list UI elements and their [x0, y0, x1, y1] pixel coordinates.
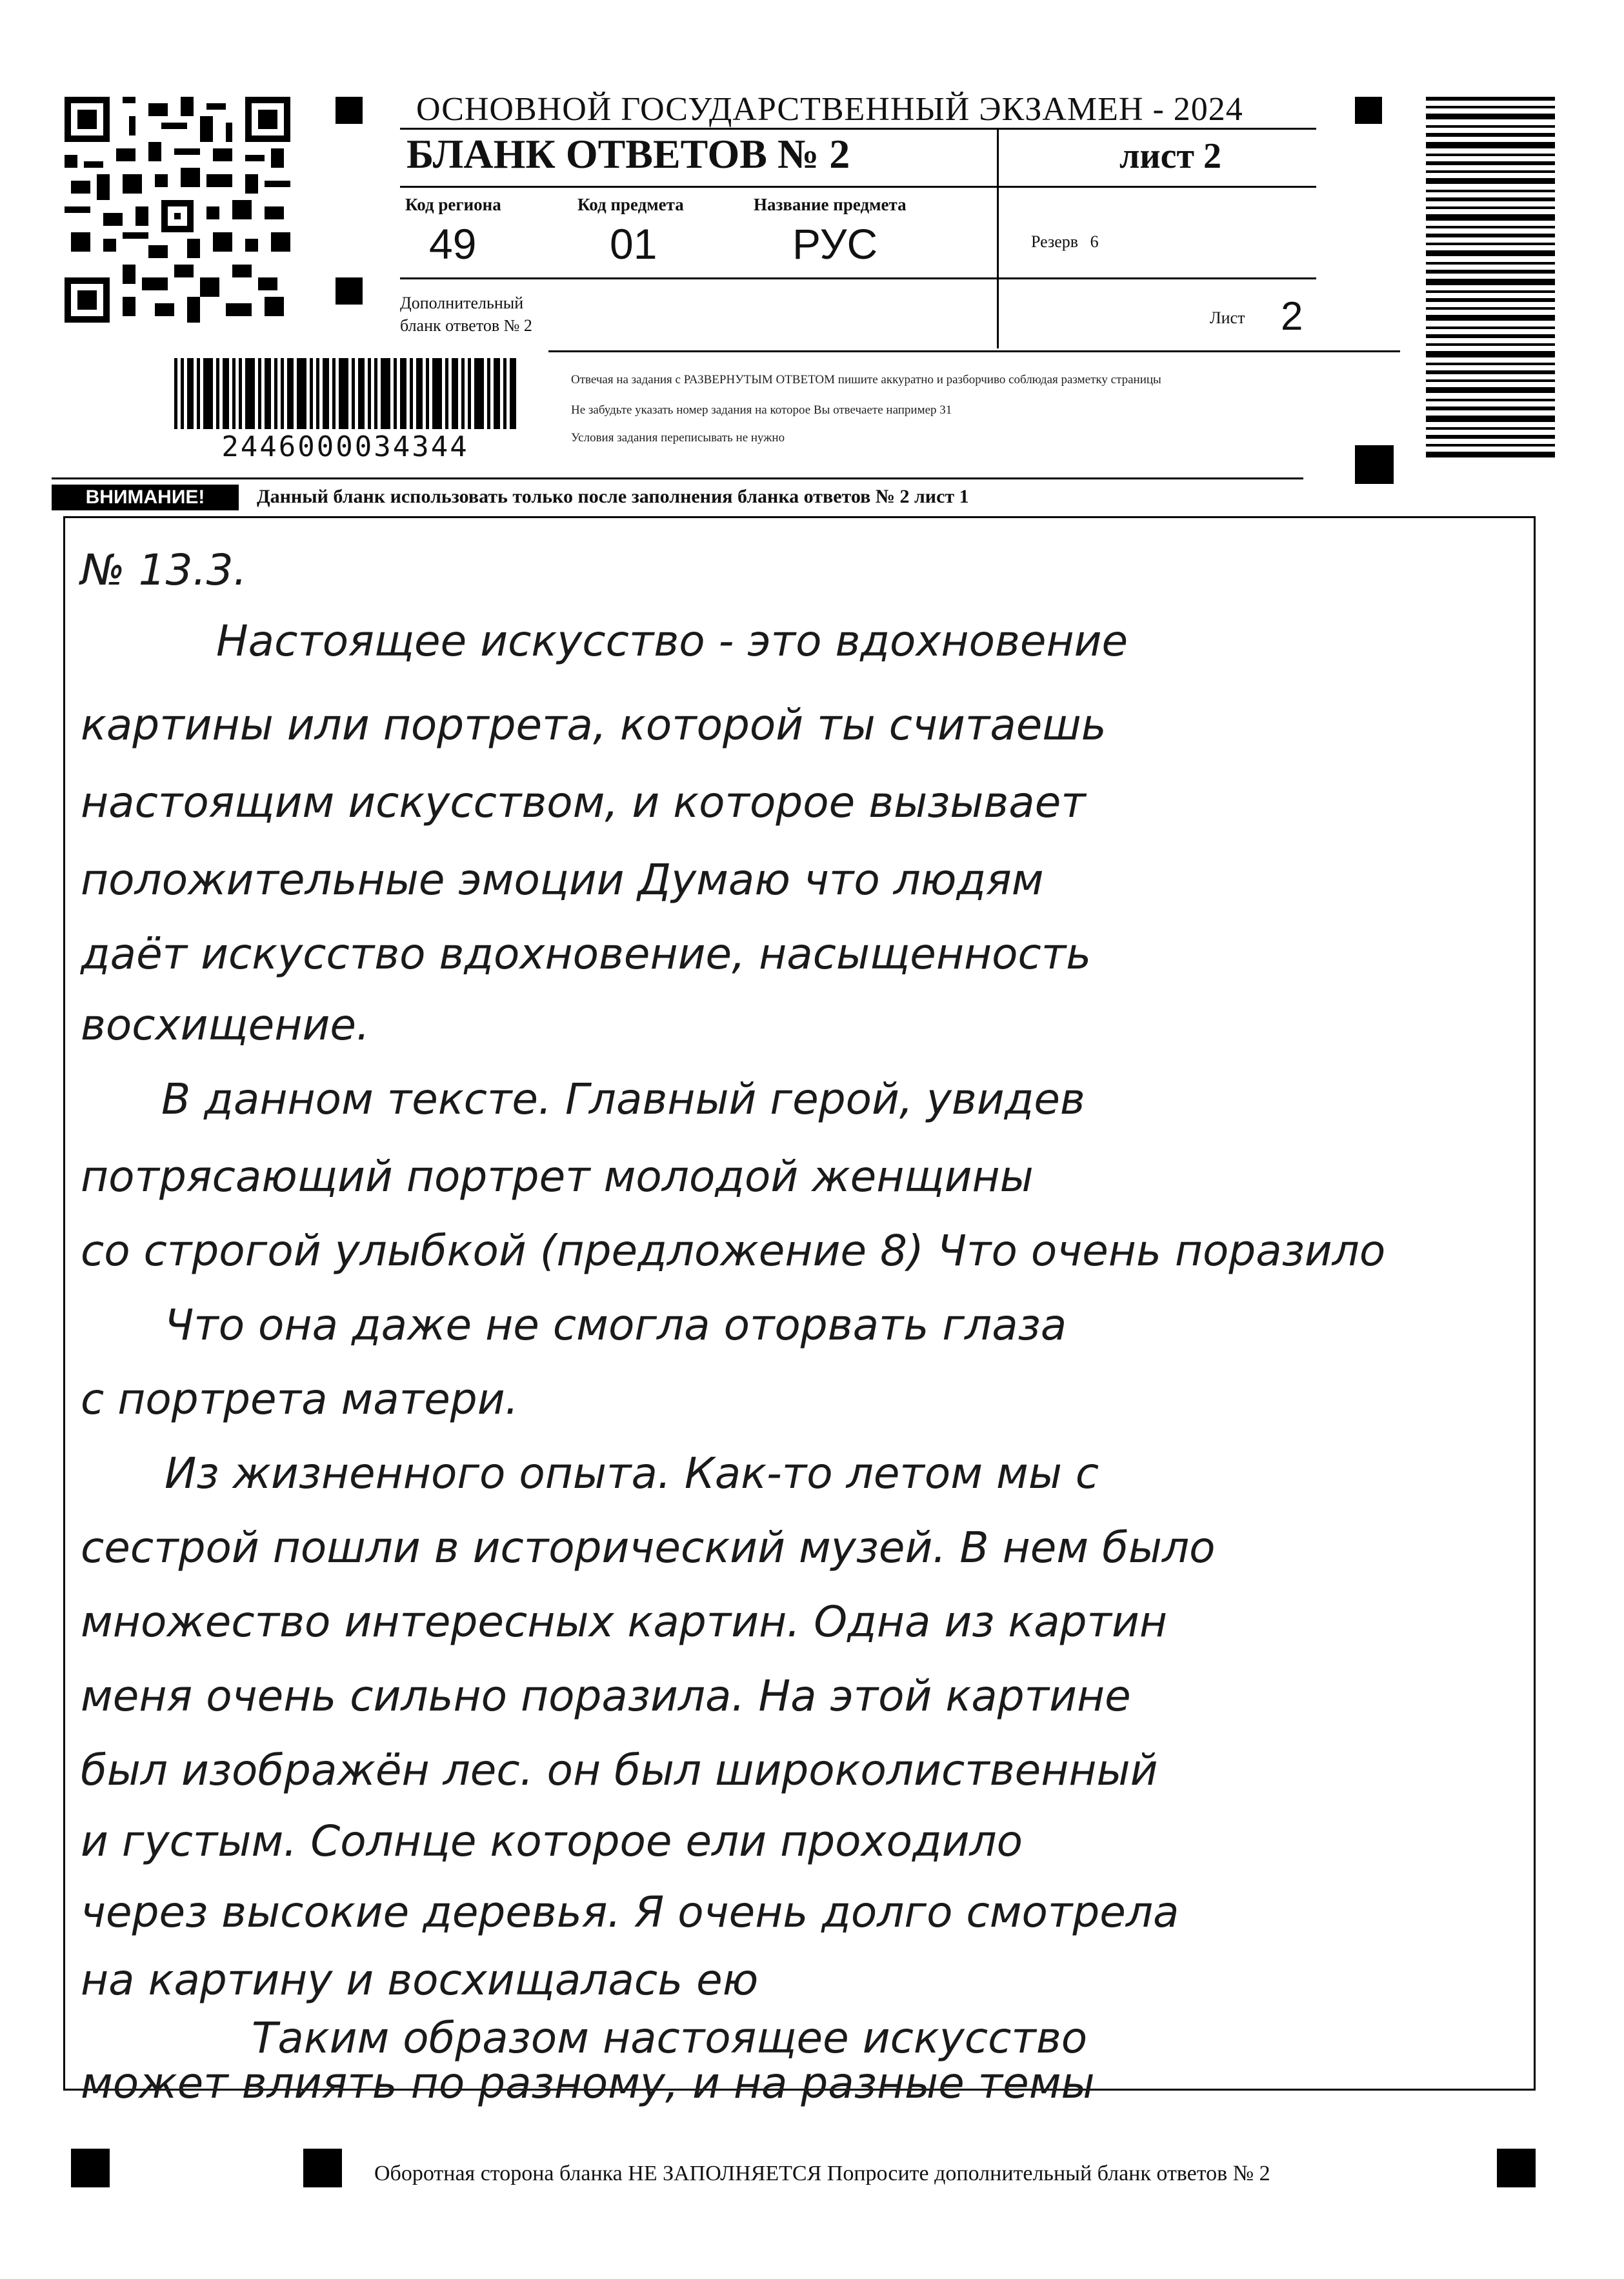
registration-marker-mid-left	[336, 277, 363, 305]
registration-marker-top-left	[336, 97, 363, 124]
form-title: БЛАНК ОТВЕТОВ № 2	[406, 131, 850, 177]
additional-form-label-2: бланк ответов № 2	[400, 316, 532, 335]
subject-code-label: Код предмета	[577, 195, 684, 214]
instruction-line-2: Не забудьте указать номер задания на которое Вы отвечаете например 31	[571, 403, 952, 417]
answer-line-11: Что она даже не смогла оторвать глаза	[165, 1300, 1067, 1350]
answer-line-17: был изображён лес. он был широколиственный	[81, 1745, 1158, 1795]
answer-line-21: Таким образом настоящее искусство	[252, 2013, 1088, 2063]
answer-line-8: В данном тексте. Главный герой, увидев	[161, 1074, 1085, 1124]
warning-badge: ВНИМАНИЕ!	[52, 485, 239, 510]
answer-line-4: настоящим искусством, и которое вызывает	[81, 778, 1086, 827]
footer-note: Оборотная сторона бланка НЕ ЗАПОЛНЯЕТСЯ Попросите дополнительный бланк ответов № 2	[374, 2162, 1270, 2185]
reserve-label	[1031, 232, 1099, 252]
subject-code-value: 01	[610, 220, 657, 268]
barcode-number: 2446000034344	[221, 430, 469, 463]
reserve-value: 6	[1090, 232, 1099, 251]
answer-line-9: потрясающий портрет молодой женщины	[81, 1152, 1034, 1201]
sheet-number-label: Лист	[1210, 308, 1245, 327]
registration-marker-bottom-left	[71, 2149, 110, 2187]
answer-line-15: множество интересных картин. Одна из картин	[81, 1597, 1168, 1647]
sheet-id-stripes	[1426, 97, 1555, 465]
subject-name-label: Название предмета	[754, 195, 907, 214]
answer-line-12: с портрета матери.	[81, 1374, 519, 1424]
registration-marker-bottom-mid	[303, 2149, 342, 2187]
subject-name-value: РУС	[792, 220, 878, 268]
answer-line-3: картины или портрета, которой ты считаешь	[81, 700, 1107, 750]
instruction-line-1: Отвечая на задания с РАЗВЕРНУТЫМ ОТВЕТОМ пишите аккуратно и разборчиво соблюдая разметку страницы	[571, 373, 1161, 387]
answer-line-16: меня очень сильно поразила. На этой картине	[81, 1671, 1131, 1721]
registration-marker-top-right	[1355, 97, 1382, 124]
barcode	[174, 358, 516, 463]
answer-line-13: Из жизненного опыта. Как-то летом мы с	[165, 1449, 1099, 1498]
answer-line-10: со строгой улыбкой (предложение 8) Что очень поразило	[81, 1226, 1386, 1276]
answer-line-5: положительные эмоции Думаю что людям	[81, 855, 1044, 905]
sheet-number-value: 2	[1281, 294, 1303, 339]
answer-line-19: через высокие деревья. Я очень долго смотрела	[81, 1887, 1179, 1937]
instruction-line-3: Условия задания переписывать не нужно	[571, 431, 785, 445]
answer-line-20: на картину и восхищалась ею	[81, 1955, 759, 2005]
registration-marker-bottom-right	[1497, 2149, 1536, 2187]
answer-line-7: восхищение.	[81, 1000, 370, 1050]
answer-line-6: даёт искусство вдохновение, насыщенность	[81, 929, 1092, 979]
additional-form-label: Дополнительный	[400, 294, 524, 312]
qr-code-icon	[65, 97, 290, 323]
registration-marker-right	[1355, 445, 1394, 484]
answer-line-14: сестрой пошли в исторический музей. В нем было	[81, 1523, 1216, 1572]
answer-line-1: № 13.3.	[81, 545, 247, 595]
answer-line-22: может влиять по разному, и на разные темы	[81, 2058, 1095, 2108]
region-code-value: 49	[429, 220, 477, 268]
region-code-label: Код региона	[405, 195, 501, 214]
reserve-label-text: Резерв	[1031, 232, 1079, 251]
answer-line-18: и густым. Солнце которое ели проходило	[81, 1816, 1023, 1866]
answer-line-2: Настоящее искусство - это вдохновение	[216, 616, 1128, 666]
exam-title: ОСНОВНОЙ ГОСУДАРСТВЕННЫЙ ЭКЗАМЕН - 2024	[416, 91, 1243, 128]
sheet-label: лист 2	[1119, 136, 1222, 176]
warning-text: Данный бланк использовать только после заполнения бланка ответов № 2 лист 1	[257, 486, 969, 507]
